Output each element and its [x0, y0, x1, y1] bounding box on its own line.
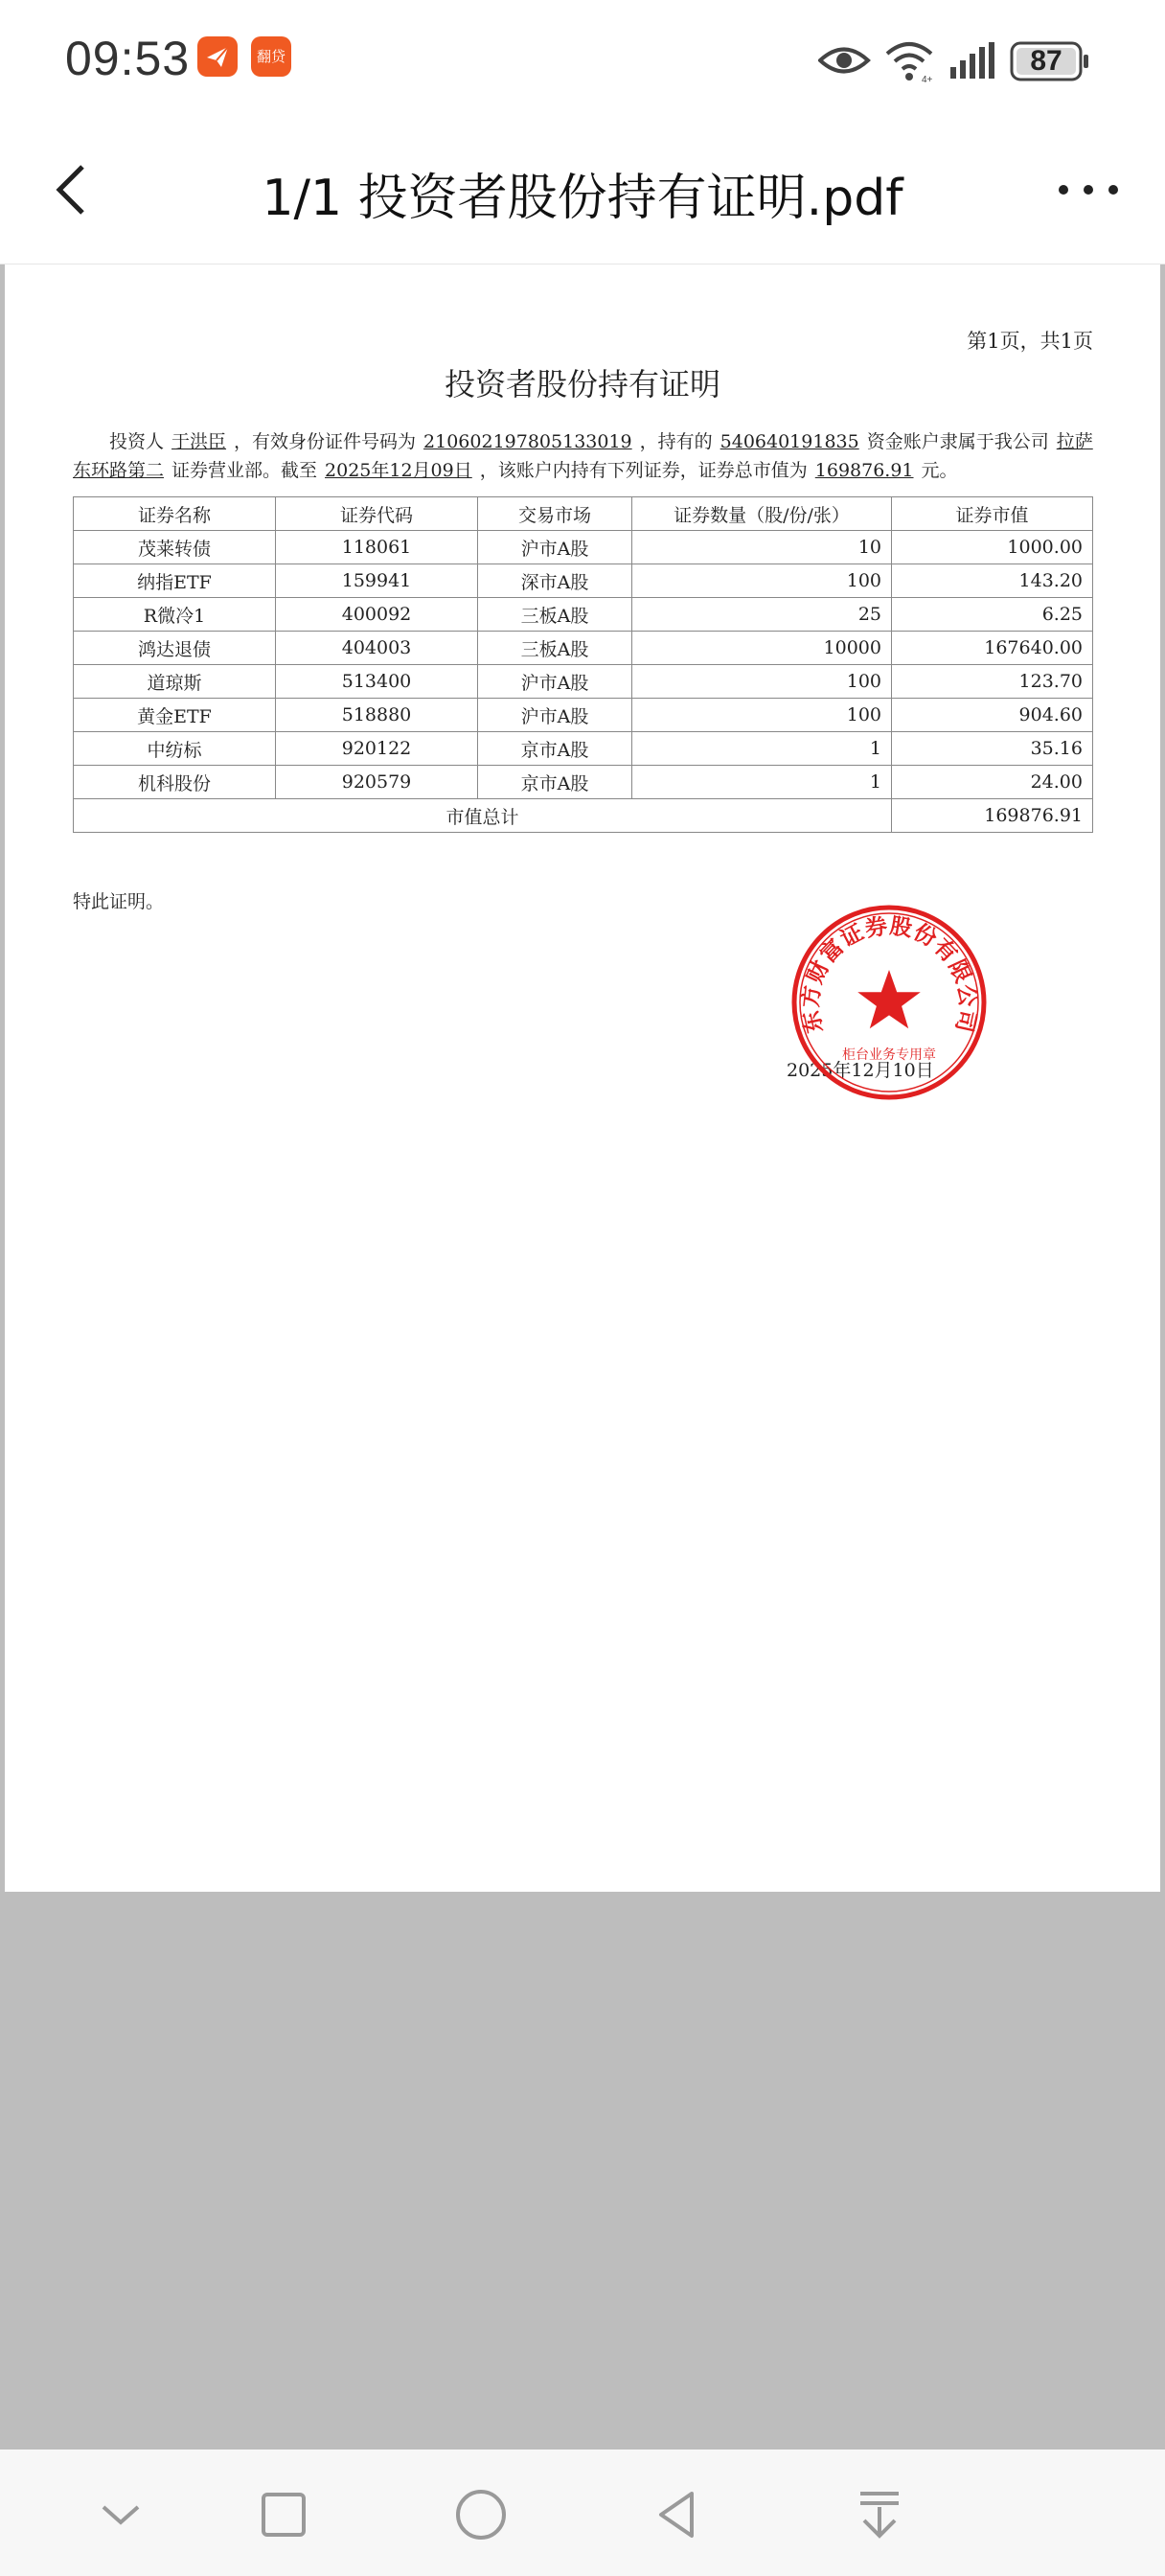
security-code: 118061	[276, 531, 478, 564]
security-code: 920579	[276, 766, 478, 799]
security-value: 35.16	[892, 732, 1093, 766]
para-text-2: ，有效身份证件号码为	[234, 431, 417, 452]
account-number: 540640191835	[720, 431, 859, 452]
para-text-7: 元。	[921, 460, 958, 481]
security-name: 茂莱转债	[74, 531, 276, 564]
seal-company-name: 东方财富证券股份有限公司	[797, 912, 981, 1036]
certificate-title: 投资者股份持有证明	[444, 366, 720, 402]
status-time: 09:53	[65, 32, 191, 85]
total-value: 169876.91	[892, 799, 1093, 833]
para-text-5: 证券营业部。截至	[171, 460, 318, 481]
navigation-bar	[0, 2450, 1165, 2576]
issue-date: 2025年12月10日	[787, 1060, 934, 1081]
certificate-paragraph	[73, 427, 1098, 485]
more-button[interactable]	[1050, 161, 1127, 218]
id-number: 210602197805133019	[423, 431, 632, 452]
security-market: 三板A股	[478, 632, 632, 665]
security-market: 沪市A股	[478, 665, 632, 699]
security-quantity: 1	[632, 732, 892, 766]
col-header-code: 证券代码	[276, 497, 478, 531]
table-row	[74, 598, 1093, 632]
security-quantity: 10	[632, 531, 892, 564]
security-market: 三板A股	[478, 598, 632, 632]
battery-level: 87	[1030, 45, 1062, 77]
fenqi-app-icon	[251, 36, 291, 77]
col-header-market: 交易市场	[478, 497, 632, 531]
security-market: 京市A股	[478, 732, 632, 766]
page-indicator: 第1页，共1页	[967, 330, 1093, 353]
para-text-3: ，持有的	[639, 431, 713, 452]
svg-text:4+: 4+	[922, 75, 933, 84]
security-name: 中纺标	[74, 732, 276, 766]
home-button[interactable]	[452, 2486, 510, 2543]
security-quantity: 100	[632, 564, 892, 598]
branch-name: 拉萨东环路第二	[73, 431, 1093, 481]
security-value: 24.00	[892, 766, 1093, 799]
col-header-name: 证券名称	[74, 497, 276, 531]
document-title: 1/1 投资者股份持有证明.pdf	[262, 170, 903, 227]
security-value: 167640.00	[892, 632, 1093, 665]
security-market: 京市A股	[478, 766, 632, 799]
security-name: 鸿达退债	[74, 632, 276, 665]
security-name: 黄金ETF	[74, 699, 276, 732]
company-seal	[788, 902, 990, 1103]
security-quantity: 25	[632, 598, 892, 632]
total-market-value: 169876.91	[814, 460, 914, 481]
security-value: 123.70	[892, 665, 1093, 699]
security-value: 1000.00	[892, 531, 1093, 564]
security-code: 513400	[276, 665, 478, 699]
table-row	[74, 531, 1093, 564]
total-label: 市值总计	[74, 799, 892, 833]
security-name: 道琼斯	[74, 665, 276, 699]
recents-button[interactable]	[255, 2486, 312, 2543]
security-quantity: 100	[632, 699, 892, 732]
triangle-back-icon	[650, 2486, 707, 2543]
table-row	[74, 766, 1093, 799]
eye-icon	[820, 50, 868, 72]
col-header-value: 证券市值	[892, 497, 1093, 531]
para-text-6: ，该账户内持有下列证券，证券总市值为	[479, 460, 808, 481]
nav-back-button[interactable]	[650, 2486, 707, 2543]
security-name: R微冷1	[74, 598, 276, 632]
security-code: 920122	[276, 732, 478, 766]
security-code: 518880	[276, 699, 478, 732]
table-row	[74, 732, 1093, 766]
status-icons	[818, 36, 1096, 84]
top-bar	[0, 115, 1165, 264]
chevron-down-icon	[92, 2486, 149, 2543]
signal-icon	[950, 42, 994, 79]
holdings-table	[73, 496, 1093, 833]
as-of-date: 2025年12月09日	[325, 460, 472, 481]
collapse-button[interactable]	[92, 2486, 149, 2543]
pdf-page	[5, 264, 1160, 1892]
security-code: 159941	[276, 564, 478, 598]
security-value: 6.25	[892, 598, 1093, 632]
notification-pull-button[interactable]	[851, 2486, 908, 2543]
security-quantity: 10000	[632, 632, 892, 665]
table-total-row	[74, 799, 1093, 833]
col-header-quantity: 证券数量（股/份/张）	[632, 497, 892, 531]
security-quantity: 1	[632, 766, 892, 799]
security-value: 143.20	[892, 564, 1093, 598]
more-dots-icon	[1050, 161, 1127, 218]
circle-icon	[452, 2486, 510, 2543]
security-quantity: 100	[632, 665, 892, 699]
security-market: 深市A股	[478, 564, 632, 598]
para-text-1: 投资人	[109, 431, 165, 452]
security-code: 404003	[276, 632, 478, 665]
table-row	[74, 665, 1093, 699]
security-value: 904.60	[892, 699, 1093, 732]
table-row	[74, 564, 1093, 598]
pdf-viewer[interactable]	[0, 264, 1165, 2450]
wifi-icon	[887, 44, 933, 84]
closing-text: 特此证明。	[73, 891, 165, 912]
security-code: 400092	[276, 598, 478, 632]
table-row	[74, 632, 1093, 665]
seal-star-icon	[857, 970, 921, 1028]
security-market: 沪市A股	[478, 699, 632, 732]
download-icon	[851, 2486, 908, 2543]
table-header-row	[74, 497, 1093, 531]
para-text-4: 资金账户隶属于我公司	[866, 431, 1049, 452]
paper-plane-app-icon	[197, 36, 238, 77]
seal-subtitle: 柜台业务专用章	[842, 1047, 936, 1063]
security-market: 沪市A股	[478, 531, 632, 564]
square-icon	[255, 2486, 312, 2543]
security-name: 纳指ETF	[74, 564, 276, 598]
investor-name: 于洪臣	[171, 431, 227, 452]
table-row	[74, 699, 1093, 732]
status-bar	[0, 0, 1165, 115]
security-name: 机科股份	[74, 766, 276, 799]
fenqi-app-label: 翻贷	[256, 48, 286, 65]
